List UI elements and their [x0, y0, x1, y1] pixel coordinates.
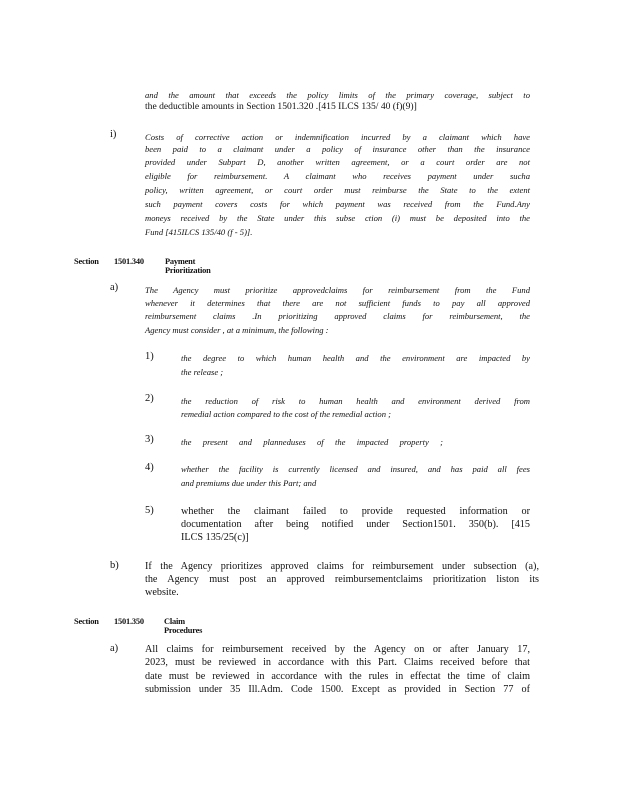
- text-line: eligible for reimbursement. A claimant who receives payment under sucha: [145, 171, 530, 181]
- text-line: The Agency must prioritize approvedclaims for reimbursement from the Fund: [145, 285, 530, 295]
- text-line: and the amount that exceeds the policy limits of the primary coverage, subject to: [145, 90, 530, 100]
- subsection-label: a): [110, 643, 119, 654]
- section-word: Section: [74, 617, 99, 626]
- item-label: 5): [145, 505, 154, 516]
- section-heading-1501-340: [74, 257, 211, 275]
- text-line: ILCS 135/25(c)]: [181, 532, 249, 543]
- text-line: whenever it determines that there are not sufficient funds to pay all approved: [145, 298, 530, 308]
- text-line: provided under Subpart D, another written agreement, or a court order are not: [145, 157, 530, 167]
- text-line: the reduction of risk to human health and environment derived from: [181, 396, 530, 406]
- subsection-label: i): [110, 129, 117, 140]
- section-title: Payment Prioritization: [165, 257, 211, 275]
- text-line: website.: [145, 587, 179, 598]
- text-line: Agency must consider , at a minimum, the following :: [145, 325, 329, 335]
- text-line: Fund [415ILCS 135/40 (f - 5)].: [145, 227, 253, 237]
- text-line: documentation after being notified under Section1501. 350(b). [415: [181, 519, 530, 530]
- section-number: 1501.350: [114, 617, 144, 626]
- text-line: Costs of corrective action or indemnification incurred by a claimant which have: [145, 132, 530, 142]
- text-line: the release ;: [181, 367, 224, 377]
- item-label: 4): [145, 462, 154, 473]
- text-line: If the Agency prioritizes approved claims for reimbursement under subsection (a),: [145, 561, 539, 572]
- section-title: Claim Procedures: [164, 617, 203, 635]
- item-label: 1): [145, 351, 154, 362]
- text-line: and premiums due under this Part; and: [181, 478, 317, 488]
- text-line: whether the facility is currently licensed and insured, and has paid all fees: [181, 464, 530, 474]
- text-line: submission under 35 Ill.Adm. Code 1500. Except as provided in Section 77 of: [145, 684, 530, 695]
- section-word: Section: [74, 257, 99, 266]
- text-line: moneys received by the State under this subse ction (i) must be deposited into the: [145, 213, 530, 223]
- subsection-label: a): [110, 282, 119, 293]
- text-line: been paid to a claimant under a policy of insurance other than the insurance: [145, 144, 530, 154]
- section-number: 1501.340: [114, 257, 144, 266]
- subsection-label: b): [110, 560, 119, 571]
- item-label: 3): [145, 434, 154, 445]
- text-line: reimbursement claims .In prioritizing approved claims for reimbursement, the: [145, 311, 530, 321]
- text-line: the Agency must post an approved reimbursementclaims prioritization liston its: [145, 574, 539, 585]
- text-line: the degree to which human health and the environment are impacted by: [181, 353, 530, 363]
- text-line: the deductible amounts in Section 1501.320 .[415 ILCS 135/ 40 (f)(9)]: [145, 101, 417, 112]
- text-line: 2023, must be reviewed in accordance with this Part. Claims received before that: [145, 657, 530, 668]
- text-line: policy, written agreement, or court order must reimburse the State to the extent: [145, 185, 530, 195]
- item-label: 2): [145, 393, 154, 404]
- text-line: the present and planneduses of the impacted property ;: [181, 437, 443, 447]
- text-line: such payment covers costs for which payment was received from the Fund.Any: [145, 199, 530, 209]
- text-line: All claims for reimbursement received by the Agency on or after January 17,: [145, 644, 530, 655]
- text-line: whether the claimant failed to provide requested information or: [181, 506, 530, 517]
- text-line: remedial action compared to the cost of the remedial action ;: [181, 409, 392, 419]
- text-line: date must be reviewed in accordance with the rules in effectat the time of claim: [145, 671, 530, 682]
- section-heading-1501-350: [74, 617, 203, 635]
